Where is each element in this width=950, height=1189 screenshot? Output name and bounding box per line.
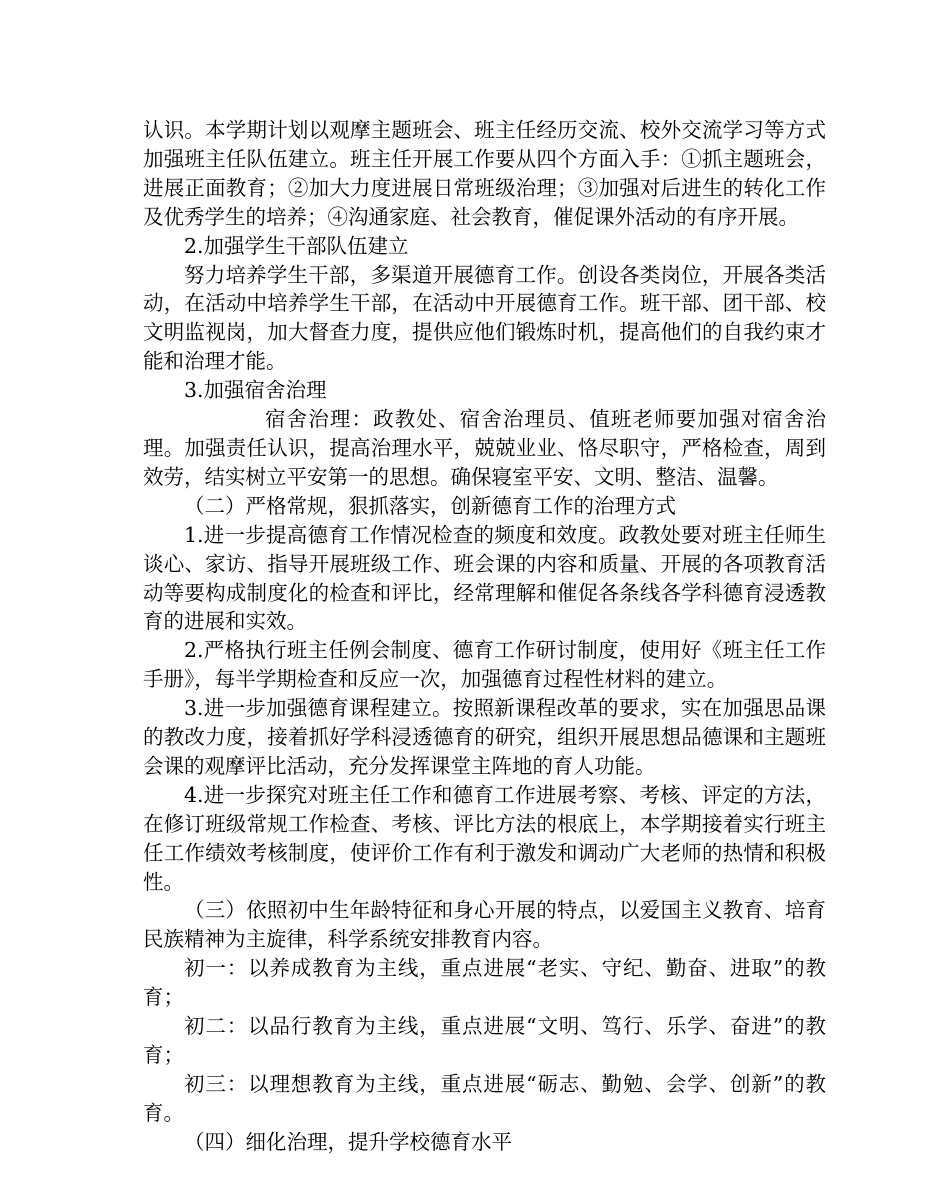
paragraph-item-4: 4.进一步探究对班主任工作和德育工作进展考察、考核、评定的方法，在修订班级常规工作检查、考核、评比方法的根底上，本学期接着实行班主任工作绩效考核制度，使评价工作有利于激发和调动广大老师的热情和积极性。 <box>143 782 826 894</box>
paragraph-item-3: 3.进一步加强德育课程建立。按照新课程改革的要求，实在加强思品课的教改力度，接着抓好学科浸透德育的研究，组织开展思想品德课和主题班会课的观摩评比活动，充分发挥课堂主阵地的育人功能。 <box>143 696 826 778</box>
heading-dormitory: 3.加强宿舍治理 <box>184 378 327 403</box>
paragraph-student-cadres: 努力培养学生干部，多渠道开展德育工作。创设各类岗位，开展各类活动，在活动中培养学生干部，在活动中开展德育工作。班干部、团干部、校文明监视岗，加大督查力度，提供应他们锻炼时机，提高他们的自我约束才能和治理才能。 <box>143 262 826 374</box>
paragraph-item-1: 1.进一步提高德育工作情况检查的频度和效度。政教处要对班主任师生谈心、家访、指导开展班级工作、班会课的内容和质量、开展的各项教育活动等要构成制度化的检查和评比，经常理解和催促各条线各学科德育浸透教育的进展和实效。 <box>143 522 826 634</box>
paragraph-class-teacher-team: 认识。本学期计划以观摩主题班会、班主任经历交流、校外交流学习等方式加强班主任队伍建立。班主任开展工作要从四个方面入手：①抓主题班会，进展正面教育；②加大力度进展日常班级治理；③加强对后进生的转化工作及优秀学生的培养；④沟通家庭、社会教育，催促课外活动的有序开展。 <box>143 118 826 229</box>
document-page <box>143 116 826 1157</box>
heading-section-four: （四）细化治理，提升学校德育水平 <box>184 1129 512 1154</box>
heading-section-three: （三）依照初中生年龄特征和身心开展的特点，以爱国主义教育、培育民族精神为主旋律，科学系统安排教育内容。 <box>143 898 826 952</box>
paragraph-grade-one: 初一：以养成教育为主线，重点进展“老实、守纪、勤奋、进取”的教育； <box>143 956 826 1010</box>
paragraph-grade-two: 初二：以品行教育为主线，重点进展“文明、笃行、乐学、奋进”的教育； <box>143 1014 826 1067</box>
paragraph-grade-three: 初三：以理想教育为主线，重点进展“砺志、勤勉、会学、创新”的教育。 <box>143 1071 826 1125</box>
paragraph-dormitory: 宿舍治理：政教处、宿舍治理员、值班老师要加强对宿舍治理。加强责任认识，提高治理水平，兢兢业业、恪尽职守，严格检查，周到效劳，结实树立平安第一的思想。确保寝室平安、文明、整洁、温馨。 <box>143 407 826 489</box>
heading-student-cadres: 2.加强学生干部队伍建立 <box>184 233 409 258</box>
heading-section-two: （二）严格常规，狠抓落实，创新德育工作的治理方式 <box>184 493 676 518</box>
paragraph-item-2: 2.严格执行班主任例会制度、德育工作研讨制度，使用好《班主任工作手册》，每半学期检查和反应一次，加强德育过程性材料的建立。 <box>143 638 826 692</box>
